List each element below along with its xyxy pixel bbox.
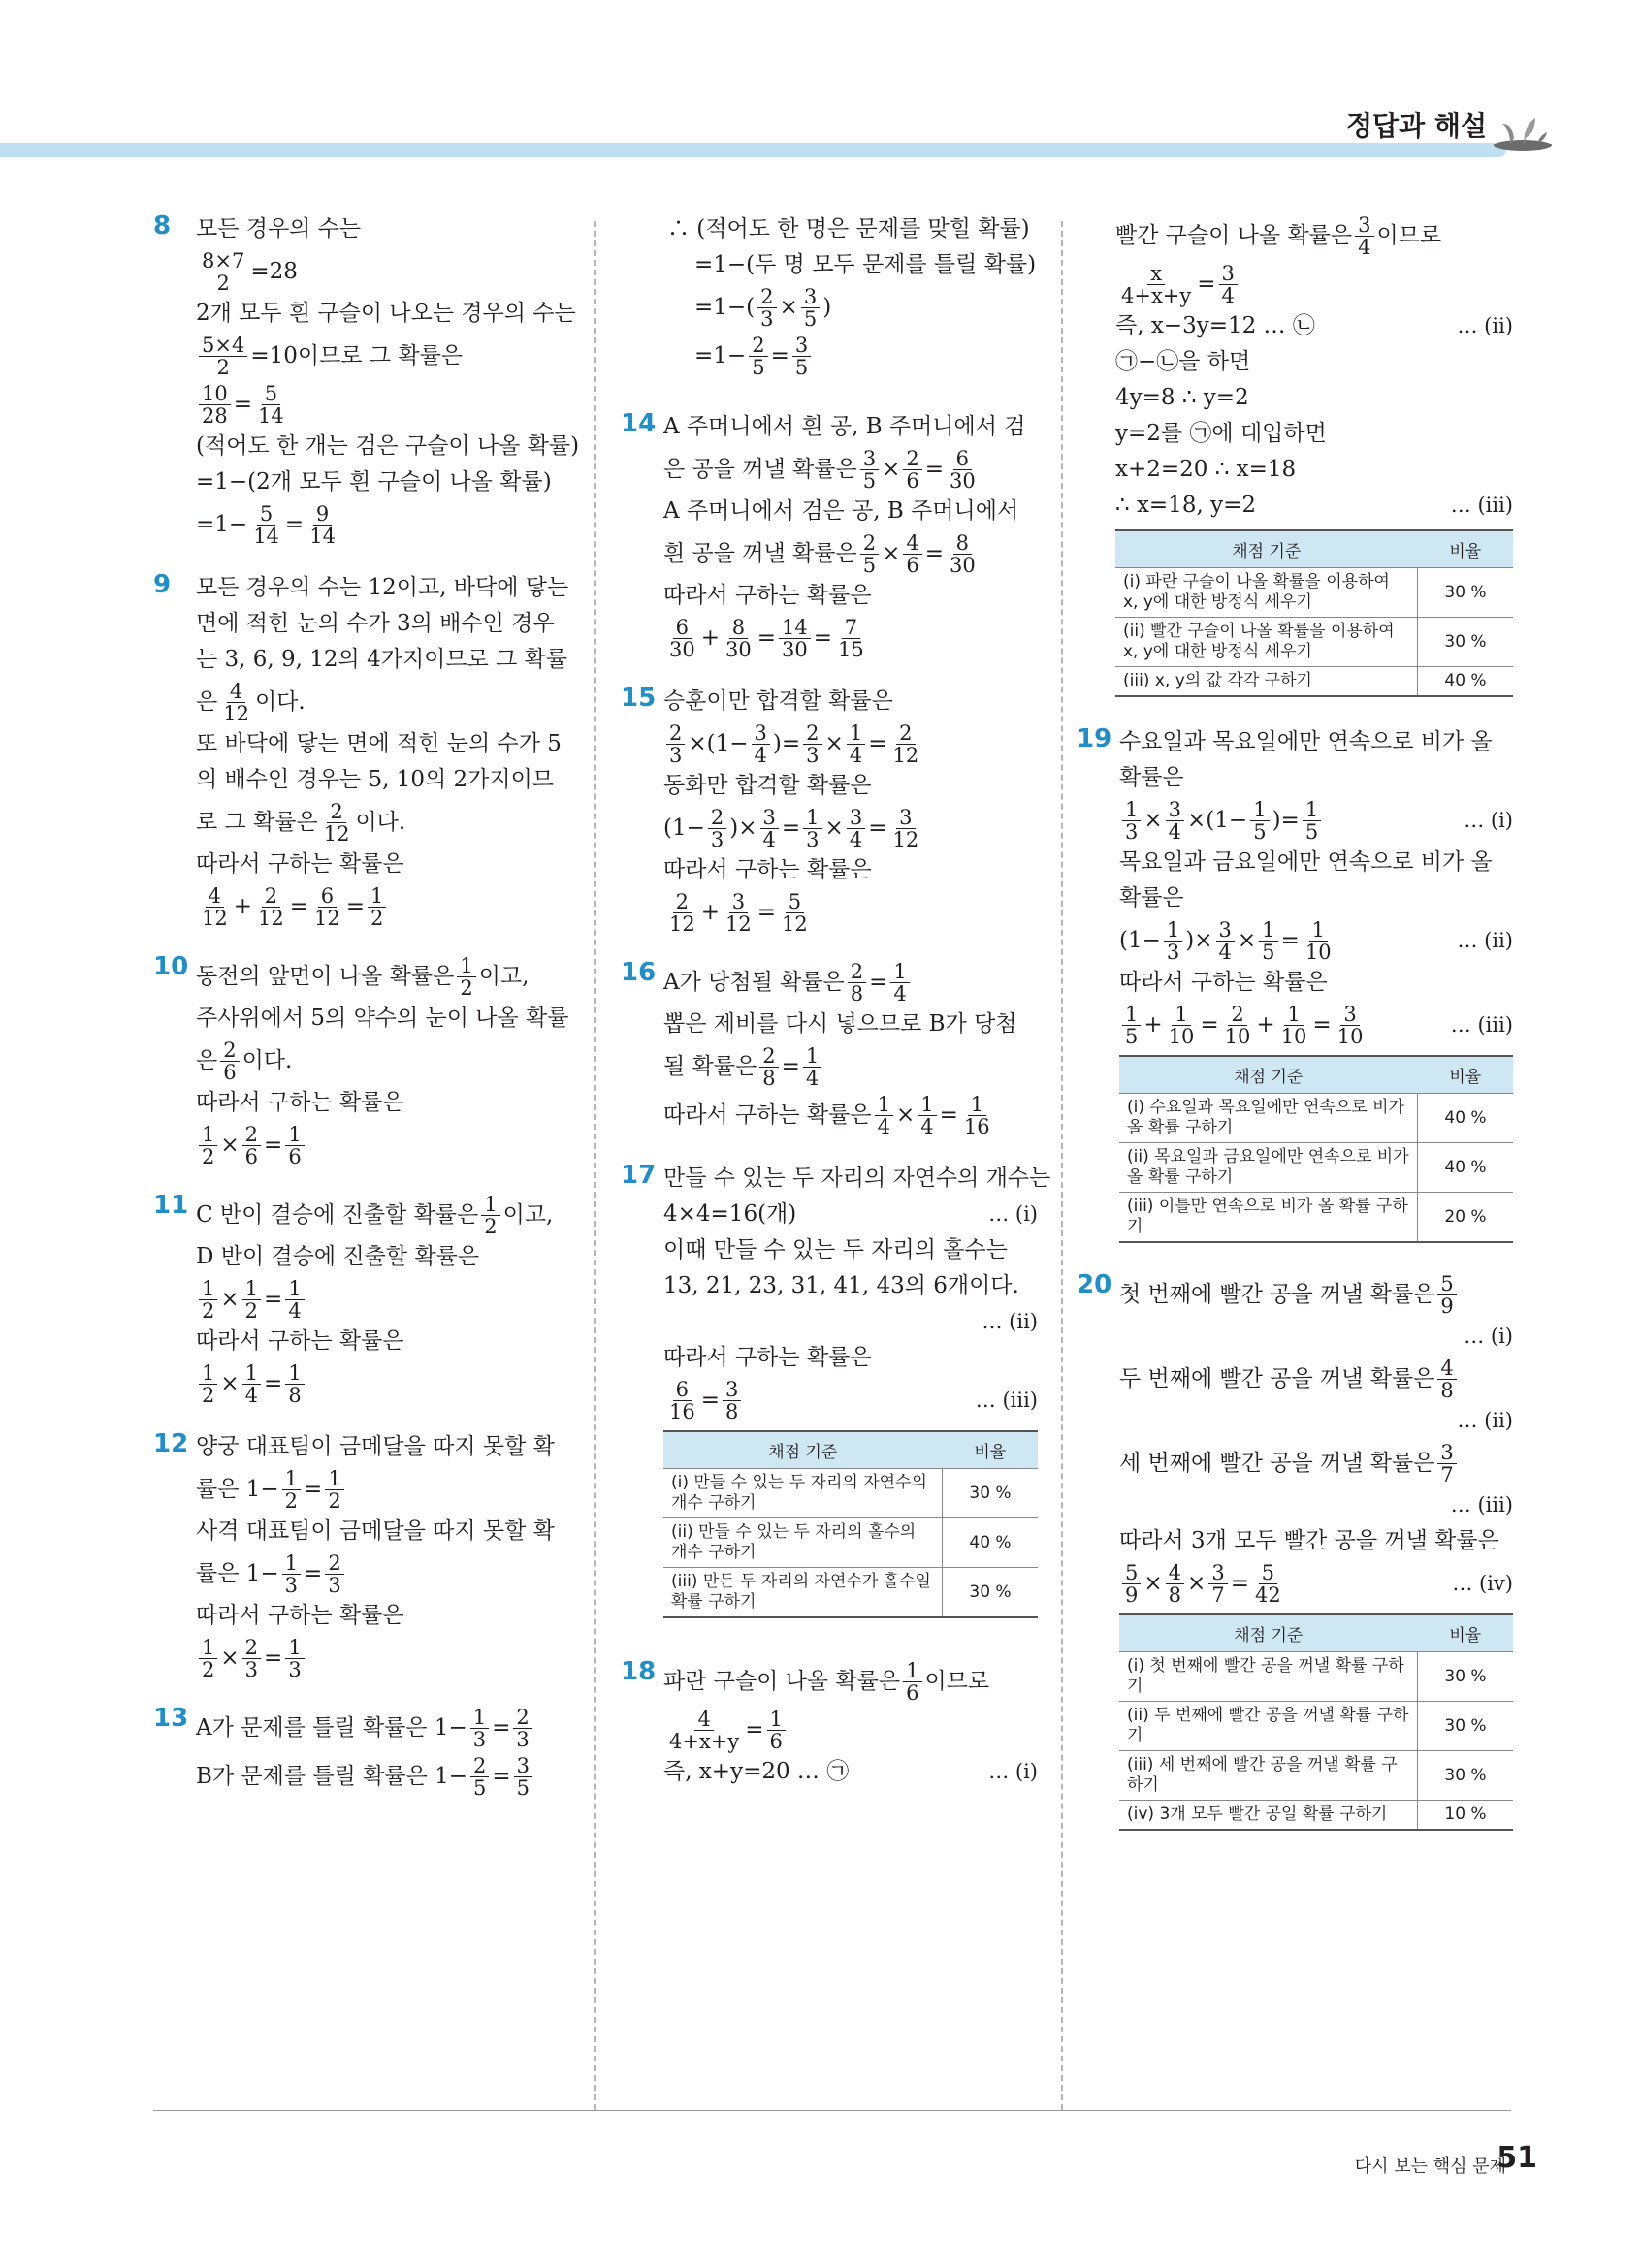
problem-number: 11 <box>153 1191 189 1220</box>
equation-line: (1− $\frac{1}{3}$ )× $\frac{3}{4}$ × $\frac{1}{5}$ = $\frac{1}{10}$ … (ii) <box>1119 917 1513 964</box>
text-line: 13, 21, 23, 31, 41, 43의 6개이다. <box>663 1273 1019 1298</box>
problem-number: 15 <box>621 684 657 713</box>
equation-line: A가 문제를 틀릴 확률은 1− $\frac{1}{3}$ = $\frac{2}{3}$ <box>196 1704 570 1752</box>
equation-line: $\frac{5\times 4}{2}$ =10이므로 그 확률은 <box>196 332 570 380</box>
problem-number: 16 <box>621 958 657 987</box>
text-line: 동화만 합격할 확률은 <box>663 773 872 798</box>
problem-13 <box>153 1704 570 1801</box>
equation-line: $\frac{10}{28}$ = $\frac{5}{14}$ <box>196 380 570 429</box>
text-line: 따라서 구하는 확률은 <box>196 1603 404 1628</box>
problem-16 <box>621 958 1038 1139</box>
footer-book-title: 다시 보는 핵심 문제 <box>1354 2156 1506 2177</box>
text-line: 확률은 <box>1119 765 1184 790</box>
equation-line: $\frac{2}{3}$ ×(1− $\frac{3}{4}$ )= $\frac{2}{3}$ × $\frac{1}{4}$ = $\frac{2}{12}$ <box>663 719 1038 768</box>
equation-line: 은 공을 꺼낼 확률은 $\frac{3}{5}$ × $\frac{2}{6}$ = $\frac{6}{30}$ <box>663 446 976 493</box>
equation-line: B가 문제를 틀릴 확률은 1− $\frac{2}{5}$ = $\frac{3}{5}$ <box>196 1752 570 1801</box>
equation-line: 될 확률은 $\frac{2}{8}$ = $\frac{1}{4}$ <box>663 1042 1038 1091</box>
text-line: 모든 경우의 수는 <box>196 216 362 241</box>
equation-line: 은 $\frac{4}{12}$ 이다. <box>196 679 306 725</box>
page-header-title: 정답과 해설 <box>1346 110 1487 142</box>
equation-line: C 반이 결승에 진출할 확률은 $\frac{1}{2}$ 이고, <box>196 1192 554 1238</box>
problem-number: 20 <box>1077 1270 1112 1299</box>
equation-line: A가 당첨될 확률은 $\frac{2}{8}$ = $\frac{1}{4}$ <box>663 958 1038 1006</box>
text-line: 의 배수인 경우는 5, 10의 2가지이므 <box>196 767 555 792</box>
equation-line: $\frac{2}{12}$ + $\frac{3}{12}$ = $\frac{5}{12}$ <box>669 889 808 936</box>
equation-line: $\frac{6}{16}$ = $\frac{3}{8}$ … (iii) <box>669 1377 1038 1423</box>
text-line: 이때 만들 수 있는 두 자리의 홀수는 <box>663 1237 1008 1262</box>
text-line: 양궁 대표팀이 금메달을 따지 못할 확 <box>196 1434 555 1459</box>
text-line: 면에 적힌 눈의 수가 3의 배수인 경우 <box>196 611 555 636</box>
text-line: ㉠−㉡을 하면 <box>1115 349 1251 374</box>
equation-line: 률은 1− $\frac{1}{3}$ = $\frac{2}{3}$ <box>196 1549 570 1598</box>
equation-line: $\frac{4}{4+x+y}$ = $\frac{1}{6}$ <box>663 1706 1038 1754</box>
column-3 <box>1077 211 1513 1852</box>
text-line: 주사위에서 5의 약수의 눈이 나올 확률 <box>196 1006 569 1031</box>
problem-20 <box>1077 1270 1513 1831</box>
text-line: 뽑은 제비를 다시 넣으므로 B가 당첨 <box>663 1011 1017 1037</box>
scoring-table: 채점 기준 비율 (i) 수요일과 목요일에만 연속으로 비가 올 확률 구하기 40 % (ii) 목요일과 금요일에만 연속으로 비가 올 확률 구하기 40 % (iii) 이틀만 연속으로 비가 올 확률 구하기 20 % <box>1119 1055 1513 1243</box>
text-line: 따라서 구하는 확률은 <box>663 1345 872 1370</box>
problem-number: 8 <box>153 211 172 240</box>
text-line: 만들 수 있는 두 자리의 자연수의 개수는 <box>663 1166 1051 1191</box>
equation-line: 동전의 앞면이 나올 확률은 $\frac{1}{2}$ 이고, <box>196 953 530 1000</box>
problem-11 <box>153 1191 570 1408</box>
text-line: 따라서 구하는 확률은 <box>663 583 872 608</box>
problem-8 <box>153 211 580 549</box>
text-line: 수요일과 목요일에만 연속으로 비가 올 <box>1119 729 1493 754</box>
text-line: ∴ x=18, y=2 … (iii) <box>1115 493 1513 518</box>
problem-19 <box>1077 724 1513 1243</box>
problem-13-continued <box>621 211 1038 380</box>
text-line: 사격 대표팀이 금메달을 따지 못할 확 <box>196 1518 555 1544</box>
problem-number: 10 <box>153 952 189 981</box>
problem-9 <box>153 570 570 931</box>
problem-number: 17 <box>621 1161 657 1190</box>
problem-number: 12 <box>153 1429 189 1458</box>
text-line: 목요일과 금요일에만 연속으로 비가 올 <box>1119 849 1493 875</box>
text-line: 승훈이만 합격할 확률은 <box>663 688 893 714</box>
text-line: … (ii) <box>1457 1409 1513 1432</box>
text-line: 따라서 3개 모두 빨간 공을 꺼낼 확률은 <box>1119 1528 1499 1553</box>
text-line: =1−(2개 모두 흰 구슬이 나올 확률) <box>196 469 552 495</box>
text-line: =1−(두 명 모두 문제를 틀릴 확률) <box>694 252 1037 277</box>
text-line: 또 바닥에 닿는 면에 적힌 눈의 수가 5 <box>196 731 562 756</box>
text-line: 4×4=16(개) … (i) <box>663 1201 1038 1227</box>
equation-line: $\frac{x}{4+x+y}$ = $\frac{3}{4}$ <box>1115 260 1513 308</box>
problem-17 <box>621 1161 1051 1618</box>
text-line: 4y=8 ∴ y=2 <box>1115 385 1249 410</box>
column-divider <box>1061 221 1063 2110</box>
header-bar <box>0 143 1506 157</box>
text-line: 즉, x−3y=12 … ㉡ … (ii) <box>1115 313 1513 338</box>
text-line: y=2를 ㉠에 대입하면 <box>1115 421 1327 446</box>
text-line: 따라서 구하는 확률은 <box>663 857 872 882</box>
text-line: x+2=20 ∴ x=18 <box>1115 457 1297 482</box>
problem-18 <box>621 1657 1038 1790</box>
text-line: … (iii) <box>1450 1493 1513 1517</box>
problem-18-continued <box>1077 211 1513 697</box>
equation-line: =1− $\frac{2}{5}$ = $\frac{3}{5}$ <box>667 332 1038 380</box>
equation-line: 은 $\frac{2}{6}$ 이다. <box>196 1038 293 1084</box>
text-line: (적어도 한 개는 검은 구슬이 나올 확률) <box>196 433 580 459</box>
equation-line: $\frac{1}{2}$ × $\frac{2}{3}$ = $\frac{1}{3}$ <box>196 1634 570 1682</box>
text-line: 즉, x+y=20 … ㉠ … (i) <box>663 1759 1038 1784</box>
equation-line: $\frac{4}{12}$ + $\frac{2}{12}$ = $\frac{6}{12}$ = $\frac{1}{2}$ <box>196 882 570 931</box>
text-line: D 반이 결승에 진출할 확률은 <box>196 1244 480 1269</box>
text-line: 확률은 <box>1119 885 1184 910</box>
column-2 <box>621 211 1051 1811</box>
text-line: … (i) <box>1464 1325 1513 1348</box>
problem-number: 18 <box>621 1657 657 1686</box>
equation-line: $\frac{1}{2}$ × $\frac{1}{2}$ = $\frac{1}{4}$ <box>196 1275 570 1324</box>
text-line: ∴ (적어도 한 명은 문제를 맞힐 확률) <box>667 216 1030 241</box>
scoring-table: 채점 기준 비율 (i) 파란 구슬이 나올 확률을 이용하여 x, y에 대한 방정식 세우기 30 % (ii) 빨간 구슬이 나올 확률을 이용하여 x, y에 대한 방정식 세우기 30 % (iii) x, y의 값 각각 구하기 40 % <box>1115 529 1513 697</box>
text-line: 2개 모두 흰 구슬이 나오는 경우의 수는 <box>196 301 576 326</box>
column-divider <box>594 221 596 2110</box>
text-line: 따라서 구하는 확률은 <box>1119 970 1328 995</box>
scoring-table: 채점 기준 비율 (i) 만들 수 있는 두 자리의 자연수의 개수 구하기 30 % (ii) 만들 수 있는 두 자리의 홀수의 개수 구하기 40 % (iii) 만든 두 자리의 자연수가 홀수일 확률 구하기 30 % <box>663 1430 1038 1618</box>
text-line: A 주머니에서 흰 공, B 주머니에서 검 <box>663 414 1026 439</box>
text-line: A 주머니에서 검은 공, B 주머니에서 <box>663 498 1019 524</box>
equation-line: 따라서 구하는 확률은 $\frac{1}{4}$ × $\frac{1}{4}$ = $\frac{1}{16}$ <box>663 1092 990 1138</box>
equation-line: 파란 구슬이 나올 확률은 $\frac{1}{6}$ 이므로 <box>663 1658 990 1705</box>
page-number: 51 <box>1497 2141 1537 2175</box>
equation-line: 세 번째에 빨간 공을 꺼낼 확률은 $\frac{3}{7}$ <box>1119 1439 1513 1487</box>
equation-line: 로 그 확률은 $\frac{2}{12}$ 이다. <box>196 799 406 846</box>
problem-number: 14 <box>621 409 657 438</box>
equation-line: (1− $\frac{2}{3}$ )× $\frac{3}{4}$ = $\frac{1}{3}$ × $\frac{3}{4}$ = $\frac{3}{12}$ <box>663 805 919 851</box>
text-line: 따라서 구하는 확률은 <box>196 851 404 877</box>
problem-number: 9 <box>153 570 172 599</box>
equation-line: =1− $\frac{5}{14}$ = $\frac{9}{14}$ <box>196 501 336 548</box>
equation-line: 두 번째에 빨간 공을 꺼낼 확률은 $\frac{4}{8}$ <box>1119 1355 1513 1403</box>
text-line: 는 3, 6, 9, 12의 4가지이므로 그 확률 <box>196 647 568 672</box>
column-1 <box>153 211 580 1822</box>
equation-line: $\frac{1}{2}$ × $\frac{2}{6}$ = $\frac{1}{6}$ <box>196 1121 570 1169</box>
text-line: 모든 경우의 수는 12이고, 바닥에 닿는 <box>196 575 569 600</box>
problem-number: 19 <box>1077 724 1112 753</box>
sprout-icon <box>1493 109 1553 151</box>
problem-number: 13 <box>153 1704 189 1733</box>
equation-line: $\frac{8\times 7}{2}$ =28 <box>196 247 570 296</box>
text-line: 따라서 구하는 확률은 <box>196 1328 404 1354</box>
equation-line: 첫 번째에 빨간 공을 꺼낼 확률은 $\frac{5}{9}$ <box>1119 1270 1513 1319</box>
equation-line: 률은 1− $\frac{1}{2}$ = $\frac{1}{2}$ <box>196 1465 570 1514</box>
equation-line: $\frac{1}{5}$ + $\frac{1}{10}$ = $\frac{2}{10}$ + $\frac{1}{10}$ = $\frac{3}{10}$ … (iii) <box>1119 1001 1513 1049</box>
equation-line: $\frac{1}{2}$ × $\frac{1}{4}$ = $\frac{1}{8}$ <box>196 1359 570 1408</box>
footer-rule <box>153 2110 1511 2111</box>
equation-line: =1−( $\frac{2}{3}$ × $\frac{3}{5}$ ) <box>694 284 832 331</box>
equation-line: $\frac{1}{3}$ × $\frac{3}{4}$ ×(1− $\frac{1}{5}$ )= $\frac{1}{5}$ … (i) <box>1119 796 1513 845</box>
scoring-table: 채점 기준 비율 (i) 첫 번째에 빨간 공을 꺼낼 확률 구하기 30 % (ii) 두 번째에 빨간 공을 꺼낼 확률 구하기 30 % (iii) 세 번째에 빨간 공을 꺼낼 확률 구하기 30 % (iv) 3개 모두 빨간 공일 확률 구하기 10 % <box>1119 1613 1513 1831</box>
text-line: … (ii) <box>982 1310 1038 1333</box>
problem-10 <box>153 952 570 1169</box>
problem-12 <box>153 1429 570 1682</box>
equation-line: $\frac{5}{9}$ × $\frac{4}{8}$ × $\frac{3}{7}$ = $\frac{5}{42}$ … (iv) <box>1119 1559 1513 1608</box>
equation-line: 흰 공을 꺼낼 확률은 $\frac{2}{5}$ × $\frac{4}{6}$ = $\frac{8}{30}$ <box>663 530 976 577</box>
problem-15 <box>621 684 1038 937</box>
text-line: 따라서 구하는 확률은 <box>196 1090 404 1115</box>
equation-line: 빨간 구슬이 나올 확률은 $\frac{3}{4}$ 이므로 <box>1115 212 1442 259</box>
equation-line: $\frac{6}{30}$ + $\frac{8}{30}$ = $\frac{14}{30}$ = $\frac{7}{15}$ <box>669 615 864 661</box>
problem-14 <box>621 409 1038 662</box>
